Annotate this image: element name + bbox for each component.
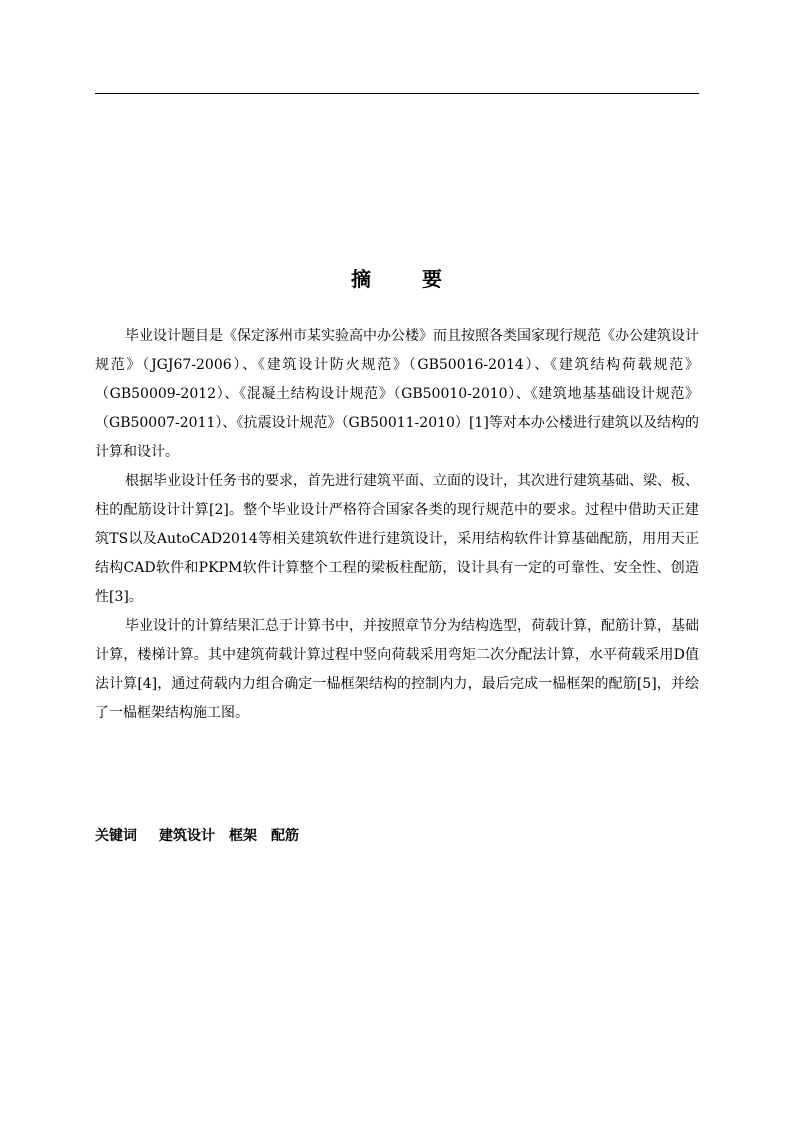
abstract-paragraph: 毕业设计题目是《保定涿州市某实验高中办公楼》而且按照各类国家现行规范《办公建筑设计规范》（JGJ67-2006）、《建筑设计防火规范》（GB50016-2014）、《建筑结构荷载规范》（GB50009-2012）、《混凝土结构设计规范》（GB50010-2010）、《建筑地基基础设计规范》（GB50007-2011）、《抗震设计规范》（GB50011-2010）[1]等对本办公楼进行建筑以及结构的计算和设计。 xyxy=(95,328,699,460)
abstract-body xyxy=(95,322,699,728)
header-rule xyxy=(95,93,699,94)
keywords-line xyxy=(95,824,699,848)
keywords-label: 关键词 xyxy=(95,828,137,844)
abstract-paragraph: 根据毕业设计任务书的要求，首先进行建筑平面、立面的设计，其次进行建筑基础、梁、板、柱的配筋设计计算[2]。整个毕业设计严格符合国家各类的现行规范中的要求。过程中借助天正建筑TS以及AutoCAD2014等相关建筑软件进行建筑设计，采用结构软件计算基础配筋，用用天正结构CAD软件和PKPM软件计算整个工程的梁板柱配筋，设计具有一定的可靠性、安全性、创造性[3]。 xyxy=(95,473,699,605)
keyword-item: 配筋 xyxy=(271,828,299,844)
keyword-item: 建筑设计 xyxy=(159,828,215,844)
keyword-item: 框架 xyxy=(229,828,257,844)
abstract-paragraph: 毕业设计的计算结果汇总于计算书中，并按照章节分为结构选型，荷载计算，配筋计算，基础计算，楼梯计算。其中建筑荷载计算过程中竖向荷载采用弯矩二次分配法计算，水平荷载采用D值法计算[4]，通过荷载内力组合确定一榀框架结构的控制内力，最后完成一榀框架的配筋[5]，并绘了一榀框架结构施工图。 xyxy=(95,618,699,721)
page-title: 摘 要 xyxy=(351,267,464,291)
